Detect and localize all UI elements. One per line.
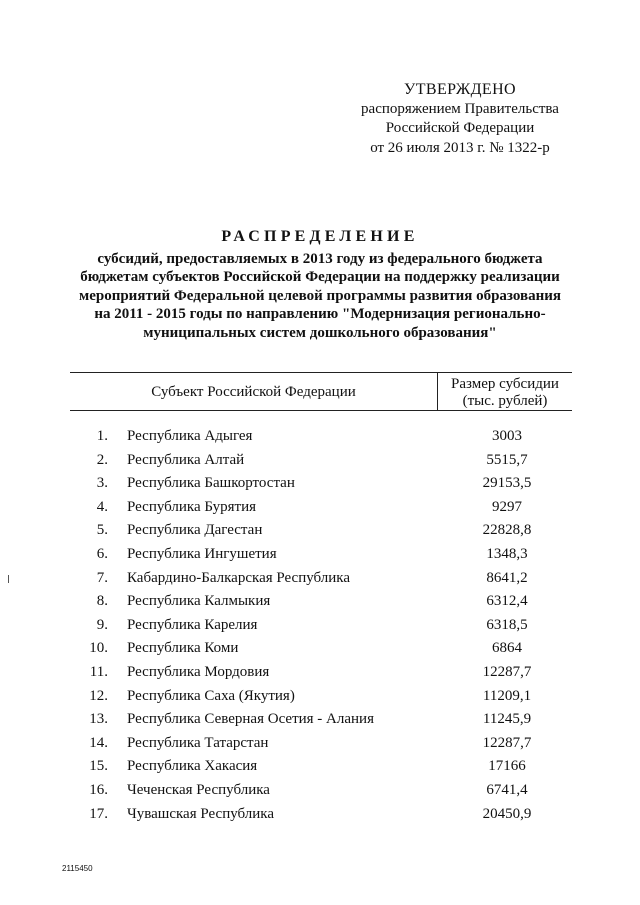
row-subsidy-value: 6864	[492, 640, 522, 657]
row-subject-name: Республика Калмыкия	[127, 593, 271, 610]
row-subsidy-value: 8641,2	[486, 569, 528, 586]
subtitle-line: мероприятий Федеральной целевой программы развития образования	[78, 287, 561, 304]
row-subsidy-value: 12287,7	[482, 734, 532, 751]
row-subject-name: Чеченская Республика	[127, 781, 270, 798]
approval-block	[345, 80, 575, 158]
row-subsidy-value: 11209,1	[482, 687, 532, 704]
table-row	[0, 661, 640, 685]
row-number: 16.	[89, 781, 108, 798]
table-row	[0, 732, 640, 756]
row-subject-name: Республика Татарстан	[127, 734, 269, 751]
row-subsidy-value: 6741,4	[486, 781, 528, 798]
row-subsidy-value: 29153,5	[482, 475, 532, 492]
table-row	[0, 614, 640, 638]
row-subsidy-value: 22828,8	[482, 522, 532, 539]
row-number: 15.	[89, 758, 108, 775]
row-subsidy-value: 17166	[488, 758, 526, 775]
subtitle-line: бюджетам субъектов Российской Федерации на поддержку реализации	[80, 269, 560, 285]
row-number: 10.	[89, 640, 108, 657]
table-row	[0, 425, 640, 449]
row-subject-name: Чувашская Республика	[127, 805, 275, 822]
row-subsidy-value: 20450,9	[482, 805, 532, 822]
approval-line: Российской Федерации	[385, 120, 535, 136]
row-subsidy-value: 6312,4	[486, 593, 528, 610]
row-subject-name: Республика Дагестан	[127, 522, 263, 539]
table-top-rule	[70, 372, 572, 373]
document-stamp: 2115450	[62, 864, 93, 873]
row-subject-name: Республика Мордовия	[127, 663, 270, 680]
table-row	[0, 496, 640, 520]
column-header-size-unit: (тыс. рублей)	[462, 393, 548, 409]
row-number: 12.	[89, 687, 108, 704]
table-row	[0, 472, 640, 496]
table-body	[0, 425, 640, 826]
row-number: 11.	[89, 663, 108, 680]
document-title: РАСПРЕДЕЛЕНИЕ	[221, 228, 419, 245]
row-subject-name: Республика Ингушетия	[127, 545, 277, 562]
table-row	[0, 543, 640, 567]
row-number: 4.	[96, 498, 108, 515]
row-number: 6.	[96, 545, 108, 562]
row-subject-name: Республика Карелия	[127, 616, 258, 633]
margin-mark	[8, 575, 9, 583]
row-number: 7.	[96, 569, 108, 586]
row-number: 9.	[96, 616, 108, 633]
table-row	[0, 708, 640, 732]
subtitle-line: муниципальных систем дошкольного образования"	[143, 324, 497, 341]
row-subject-name: Республика Хакасия	[127, 758, 258, 775]
row-subject-name: Республика Алтай	[127, 451, 245, 468]
column-header-size-line: Размер субсидии	[451, 376, 559, 392]
table-row	[0, 779, 640, 803]
row-number: 17.	[89, 805, 108, 822]
table-row	[0, 567, 640, 591]
row-number: 5.	[96, 522, 108, 539]
column-header-subject: Субъект Российской Федерации	[151, 384, 356, 400]
row-subject-name: Республика Башкортостан	[127, 475, 295, 492]
row-subsidy-value: 11245,9	[482, 711, 532, 728]
row-number: 8.	[96, 593, 108, 610]
table-header-rule	[70, 410, 572, 411]
row-number: 13.	[89, 711, 108, 728]
row-subject-name: Республика Северная Осетия - Алания	[127, 711, 374, 728]
subtitle-line: субсидий, предоставляемых в 2013 году из федерального бюджета	[97, 250, 543, 267]
row-subject-name: Республика Адыгея	[127, 428, 253, 444]
approval-heading: УТВЕРЖДЕНО	[403, 81, 516, 98]
row-subsidy-value: 9297	[492, 498, 522, 515]
row-subject-name: Республика Коми	[127, 640, 239, 657]
document-heading	[60, 228, 580, 342]
table-row	[0, 685, 640, 709]
row-subsidy-value: 6318,5	[486, 616, 528, 633]
table-row	[0, 519, 640, 543]
approval-line: распоряжением Правительства	[361, 100, 559, 117]
row-subsidy-value: 3003	[492, 428, 522, 444]
table-row	[0, 755, 640, 779]
approval-date-line: от 26 июля 2013 г. № 1322-р	[370, 139, 550, 156]
row-subject-name: Республика Саха (Якутия)	[127, 687, 295, 704]
row-number: 14.	[89, 734, 108, 751]
row-subsidy-value: 5515,7	[486, 451, 528, 468]
table-row	[0, 449, 640, 473]
subtitle-line: на 2011 - 2015 годы по направлению "Модернизация регионально-	[94, 306, 546, 322]
table-row	[0, 590, 640, 614]
row-number: 1.	[96, 428, 108, 444]
row-number: 3.	[96, 475, 108, 492]
row-subject-name: Республика Бурятия	[127, 498, 257, 515]
row-number: 2.	[96, 451, 108, 468]
table-row	[0, 637, 640, 661]
row-subsidy-value: 12287,7	[482, 663, 532, 680]
column-header-size	[438, 376, 572, 410]
table-row	[0, 803, 640, 827]
row-subject-name: Кабардино-Балкарская Республика	[127, 569, 351, 586]
row-subsidy-value: 1348,3	[486, 545, 528, 562]
